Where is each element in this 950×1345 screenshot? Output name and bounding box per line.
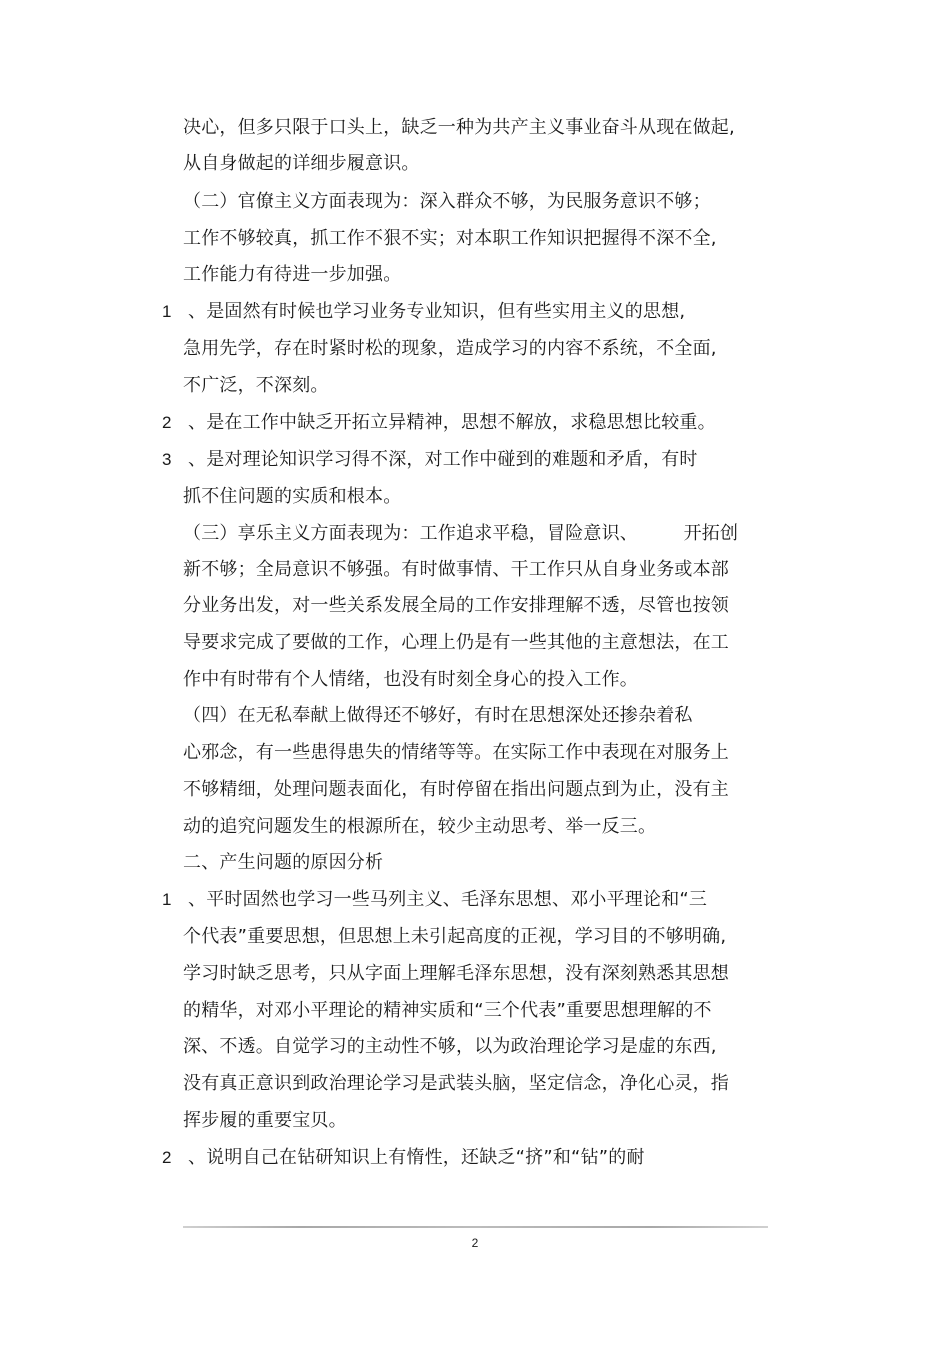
list-number: 3: [162, 450, 172, 469]
list-number: 2: [162, 1148, 172, 1167]
text-line: 、平时固然也学习一些马列主义、毛泽东思想、邓小平理论和“三: [188, 889, 708, 910]
text-line: 作中有时带有个人情绪，也没有时刻全身心的投入工作。: [183, 669, 638, 690]
text-line: 个代表”重要思想，但思想上未引起高度的正视，学习目的不够明确,: [183, 926, 727, 947]
text-line: （二）官僚主义方面表现为：深入群众不够，为民服务意识不够；: [183, 191, 711, 212]
text-line: 不够精细，处理问题表面化，有时停留在指出问题点到为止，没有主: [183, 779, 729, 800]
text-line: 分业务出发，对一些关系发展全局的工作安排理解不透，尽管也按领: [183, 595, 729, 616]
page-number: 2: [471, 1236, 479, 1250]
list-number: 2: [162, 413, 172, 432]
text-line: （三）享乐主义方面表现为：工作追求平稳，冒险意识、 开拓创: [183, 523, 739, 544]
text-line: 急用先学，存在时紧时松的现象，造成学习的内容不系统，不全面,: [183, 338, 717, 359]
text-line: 挥步履的重要宝贝。: [183, 1110, 347, 1131]
text-line: 动的追究问题发生的根源所在，较少主动思考、举一反三。: [183, 816, 657, 837]
text-line: 决心，但多只限于口头上，缺乏一种为共产主义事业奋斗从现在做起,: [183, 117, 735, 138]
list-number: 1: [162, 302, 172, 321]
footer-rule: [183, 1226, 768, 1228]
text-line: 学习时缺乏思考，只从字面上理解毛泽东思想，没有深刻熟悉其思想: [183, 963, 729, 984]
list-number: 1: [162, 890, 172, 909]
text-line: 没有真正意识到政治理论学习是武装头脑，坚定信念，净化心灵，指: [183, 1073, 729, 1094]
text-line: 心邪念，有一些患得患失的情绪等等。在实际工作中表现在对服务上: [183, 742, 729, 763]
text-line: 导要求完成了要做的工作，心理上仍是有一些其他的主意想法，在工: [183, 632, 729, 653]
text-line: 深、不透。自觉学习的主动性不够，以为政治理论学习是虚的东西,: [183, 1036, 717, 1057]
text-line: 的精华，对邓小平理论的精神实质和“三个代表”重要思想理解的不: [183, 1000, 712, 1021]
text-line: 抓不住问题的实质和根本。: [183, 486, 402, 507]
text-line: 从自身做起的详细步履意识。: [183, 153, 420, 174]
text-line: 、是固然有时候也学习业务专业知识，但有些实用主义的思想,: [188, 301, 686, 322]
text-line: 、说明自己在钻研知识上有惰性，还缺乏“挤”和“钻”的耐: [188, 1147, 645, 1168]
text-line: 、是对理论知识学习得不深，对工作中碰到的难题和矛盾，有时: [188, 449, 698, 470]
text-line: 工作不够较真，抓工作不狠不实；对本职工作知识把握得不深不全,: [183, 228, 717, 249]
text-line: 、是在工作中缺乏开拓立异精神，思想不解放，求稳思想比较重。: [188, 412, 716, 433]
text-line: 工作能力有待进一步加强。: [183, 264, 402, 285]
text-line: （四）在无私奉献上做得还不够好，有时在思想深处还掺杂着私: [183, 705, 693, 726]
text-line: 新不够；全局意识不够强。有时做事情、干工作只从自身业务或本部: [183, 559, 729, 580]
text-line: 不广泛，不深刻。: [183, 375, 329, 396]
text-line: 二、产生问题的原因分析: [183, 852, 384, 873]
